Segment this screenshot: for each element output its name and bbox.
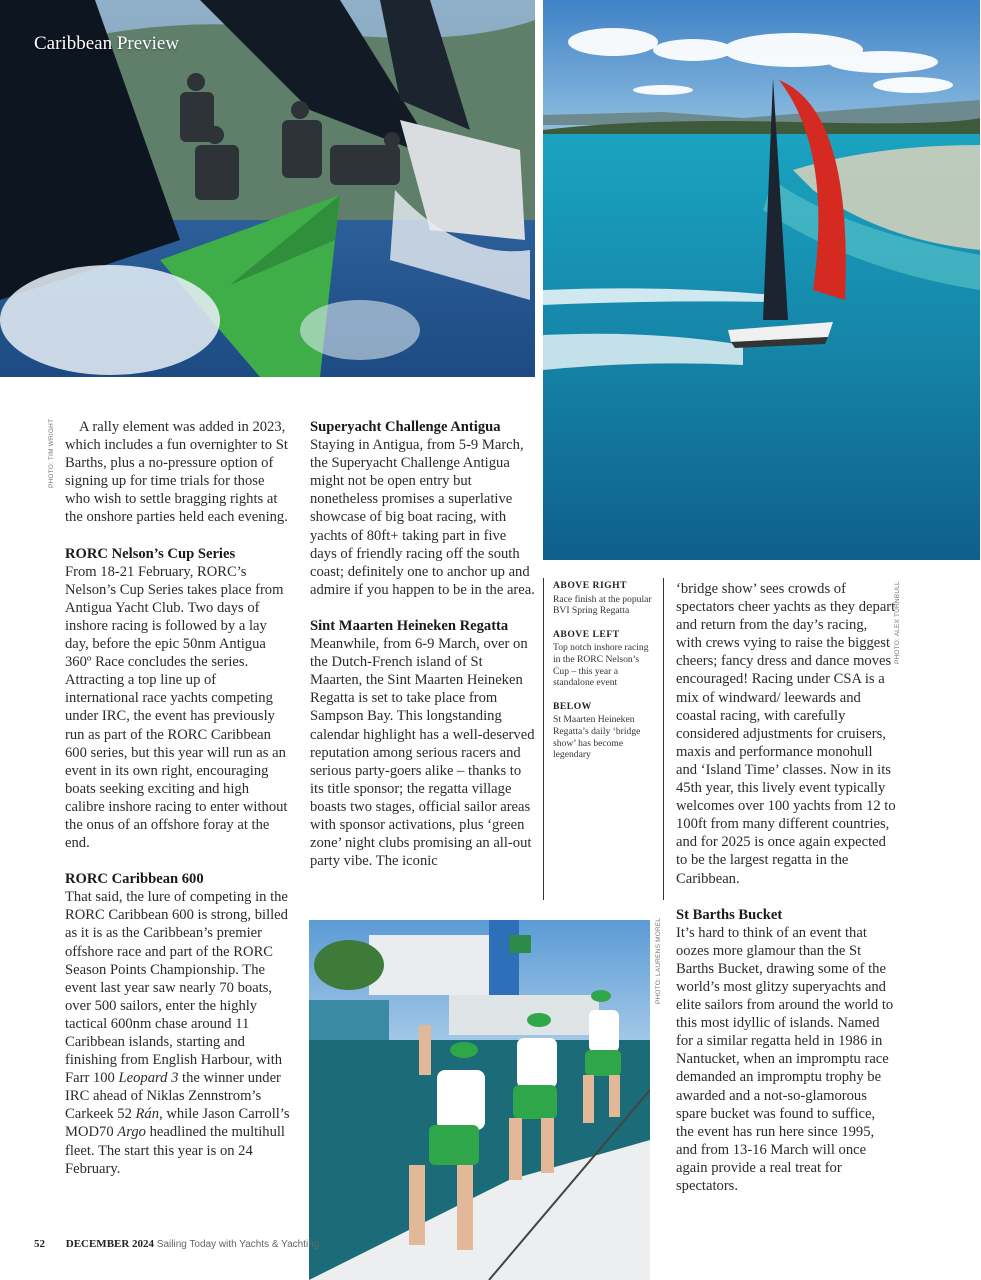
- photo-credit-laurens-morel: PHOTO: LAURENS MOREL: [655, 917, 662, 1004]
- boat-name-leopard: Leopard 3: [118, 1070, 179, 1087]
- caption-divider-left: [543, 578, 544, 900]
- boat-name-argo: Argo: [117, 1124, 146, 1141]
- paragraph-nelsons-cup: From 18-21 February, RORC’s Nelson’s Cup Series takes place from Antigua Yacht Club. Two days of inshore racing is followed by a lay day, before the epic 50nm Antigua 360º Race concludes the series. Attracting a top line up of international race yachts competing under IRC, the event has previously run as part of the RORC Caribbean 600 series, but this year will run as an event in its own right, encouraging boats seeking exciting and high calibre inshore racing to enter without the onus of an offshore foray at the end.: [65, 563, 288, 852]
- article-column-2: [310, 418, 535, 888]
- paragraph-heineken-regatta: Meanwhile, from 6-9 March, over on the Dutch-French island of St Maarten, the Sint Maarten Heineken Regatta is set to take place from Sampson Bay. This longstanding calendar highlight has a well-deserved reputation among serious racers and serious party-goers alike – thanks to its title sponsor; the regatta village boasts two stages, official sailor areas with sponsor activations, plus ‘green zone’ night clubs promising an all-out party vibe. The iconic: [310, 636, 535, 870]
- caption-above-right: ABOVE RIGHT Race finish at the popular BVI Spring Regatta: [553, 580, 652, 617]
- photo-nelsons-cup-racing: [0, 0, 535, 377]
- boat-name-ran: Rán: [135, 1106, 160, 1123]
- photo-credit-tim-wright: PHOTO: TIM WRIGHT: [48, 418, 55, 488]
- heading-nelsons-cup: RORC Nelson’s Cup Series: [65, 545, 236, 562]
- caption-divider-right: [663, 578, 664, 900]
- yacht-racing-image: [0, 0, 535, 377]
- paragraph-caribbean-600: That said, the lure of competing in the RORC Caribbean 600 is strong, billed as it is as the Caribbean’s premier offshore race and part of the RORC Season Points Championship. The event last year saw nearly 70 boats, over 500 sailors, enter the highly tactical 600nm chase around 11 Caribbean islands, starting and finishing from English Harbour, with Farr 100 Leopard 3 the winner under IRC ahead of Niklas Zennstrom’s Carkeek 52 Rán, while Jason Carroll’s MOD70 Argo headlined the multihull fleet. The start this year is on 24 February.: [65, 889, 290, 1177]
- article-column-4: [676, 580, 896, 1213]
- article-column-1: [65, 418, 290, 1196]
- photo-bvi-spring-regatta: [543, 0, 980, 560]
- intro-paragraph: A rally element was added in 2023, which includes a fun overnighter to St Barths, plus a no-pressure option of signing up for time trials for those who wish to settle bragging rights at the onshore parties held each evening.: [65, 419, 288, 526]
- photo-credit-alex-turnbull: PHOTO: ALEX TURNBULL: [894, 581, 901, 664]
- heading-heineken-regatta: Sint Maarten Heineken Regatta: [310, 617, 509, 634]
- page-footer: [34, 1238, 319, 1250]
- bridge-show-dancers-image: [309, 920, 650, 1280]
- section-label: Caribbean Preview: [34, 33, 180, 54]
- heading-caribbean-600: RORC Caribbean 600: [65, 871, 204, 888]
- photo-captions: [553, 580, 656, 773]
- paragraph-st-barths-bucket: It’s hard to think of an event that oozes more glamour than the St Barths Bucket, drawing some of the world’s most glitzy superyachts and elite sailors from around the world to this most idyllic of islands. Named for a similar regatta held in 1986 in Nantucket, when an impromptu race demanded an impromptu trophy be awarded and a not-so-glamorous spare bucket was found to suffice, the event has run here since 1995, and from 13-16 March will once again provide a real treat for spectators.: [676, 924, 894, 1194]
- heading-st-barths-bucket: St Barths Bucket: [676, 906, 783, 923]
- paragraph-bridge-show: ‘bridge show’ sees crowds of spectators cheer yachts as they depart and return from the day’s racing, with crews vying to raise the biggest cheers; fancy dress and dance moves encouraged! Racing under CSA is a mix of windward/ leewards and coastal racing, with carefully considered adjustments for cruisers, maxis and performance monohull and ‘Island Time’ classes. Now in its 45th year, this lively event typically welcomes over 100 yachts from 12 to 100ft from many different countries, and for 2025 is once again expected to be the largest regatta in the Caribbean.: [676, 581, 896, 887]
- paragraph-superyacht-challenge: Staying in Antigua, from 5-9 March, the Superyacht Challenge Antigua might not be open entry but nonetheless promises a superlative showcase of big boat racing, with yachts of 80ft+ taking part in five days of friendly racing off the south coast; definitely one to anchor up and admire if you happen to be in the area.: [310, 437, 535, 598]
- heading-superyacht-challenge: Superyacht Challenge Antigua: [310, 419, 501, 435]
- page-number: 52: [34, 1238, 45, 1250]
- red-spinnaker-yacht-image: [543, 0, 980, 560]
- magazine-title: Sailing Today with Yachts & Yachting: [156, 1239, 320, 1250]
- caption-above-left: ABOVE LEFT Top notch inshore racing in the RORC Nelson’s Cup – this year a standalone event: [553, 628, 649, 689]
- caption-below: BELOW St Maarten Heineken Regatta’s daily ‘bridge show’ has become legendary: [553, 700, 641, 761]
- photo-heineken-bridge-show: [309, 920, 650, 1280]
- issue-date: DECEMBER 2024: [65, 1238, 155, 1250]
